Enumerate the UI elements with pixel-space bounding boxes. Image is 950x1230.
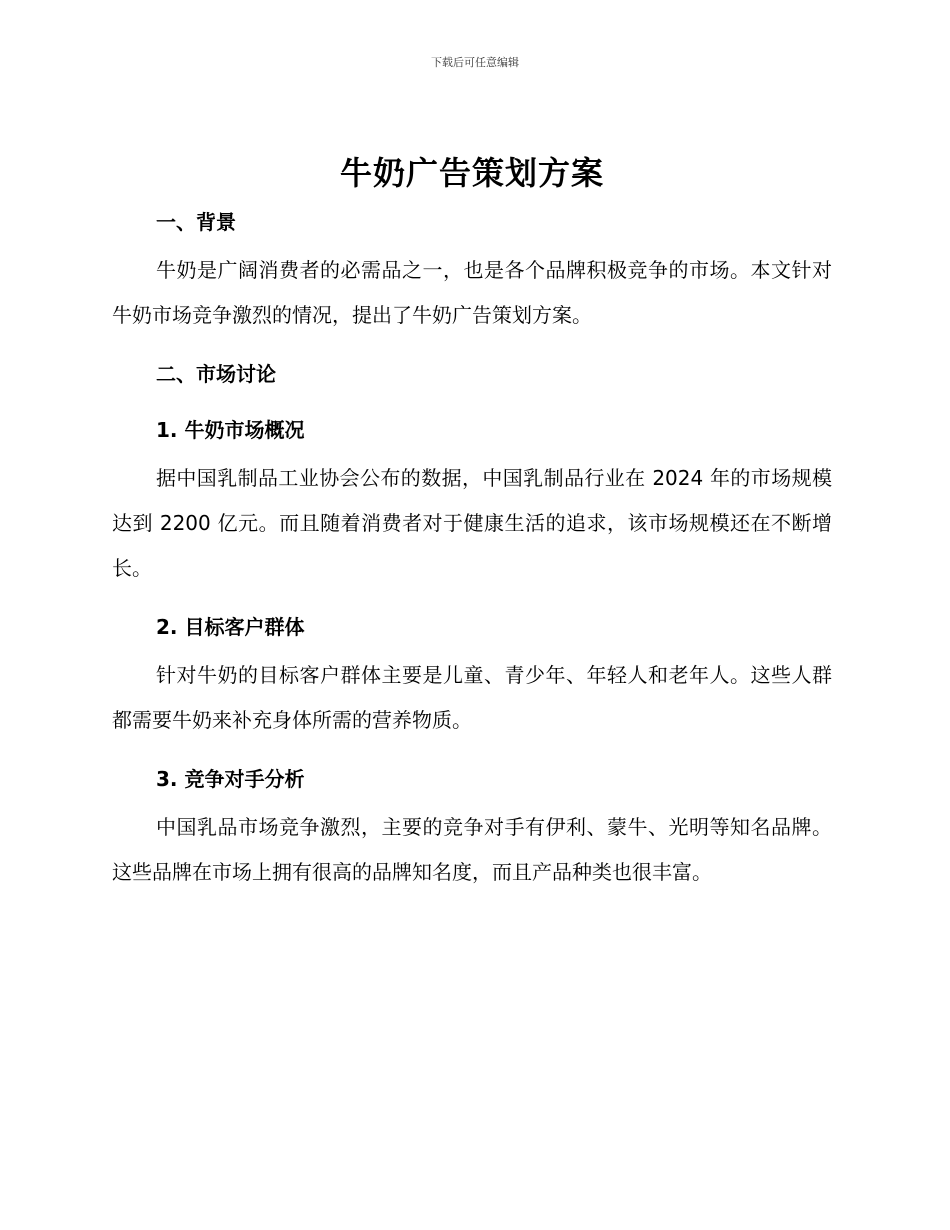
paragraph-market-overview: 据中国乳制品工业协会公布的数据，中国乳制品行业在 2024 年的市场规模达到 2200 亿元。而且随着消费者对于健康生活的追求，该市场规模还在不断增长。 (112, 466, 832, 580)
paragraph-target-customers: 针对牛奶的目标客户群体主要是儿童、青少年、年轻人和老年人。这些人群都需要牛奶来补充身体所需的营养物质。 (112, 663, 832, 732)
subheading-target-customers: 2. 目标客户群体 (156, 615, 305, 639)
header-note: 下载后可任意编辑 (431, 56, 519, 69)
subheading-competitor-analysis: 3. 竞争对手分析 (156, 767, 305, 791)
paragraph-background: 牛奶是广阔消费者的必需品之一，也是各个品牌积极竞争的市场。本文针对牛奶市场竞争激烈的情况，提出了牛奶广告策划方案。 (112, 258, 832, 327)
subheading-market-overview: 1. 牛奶市场概况 (156, 418, 305, 442)
document-title: 牛奶广告策划方案 (339, 154, 604, 192)
section-heading-market: 二、市场讨论 (156, 362, 276, 386)
section-heading-background: 一、背景 (156, 210, 236, 234)
document-body (112, 148, 832, 895)
paragraph-competitor-analysis: 中国乳品市场竞争激烈，主要的竞争对手有伊利、蒙牛、光明等知名品牌。这些品牌在市场上拥有很高的品牌知名度，而且产品种类也很丰富。 (112, 815, 832, 884)
